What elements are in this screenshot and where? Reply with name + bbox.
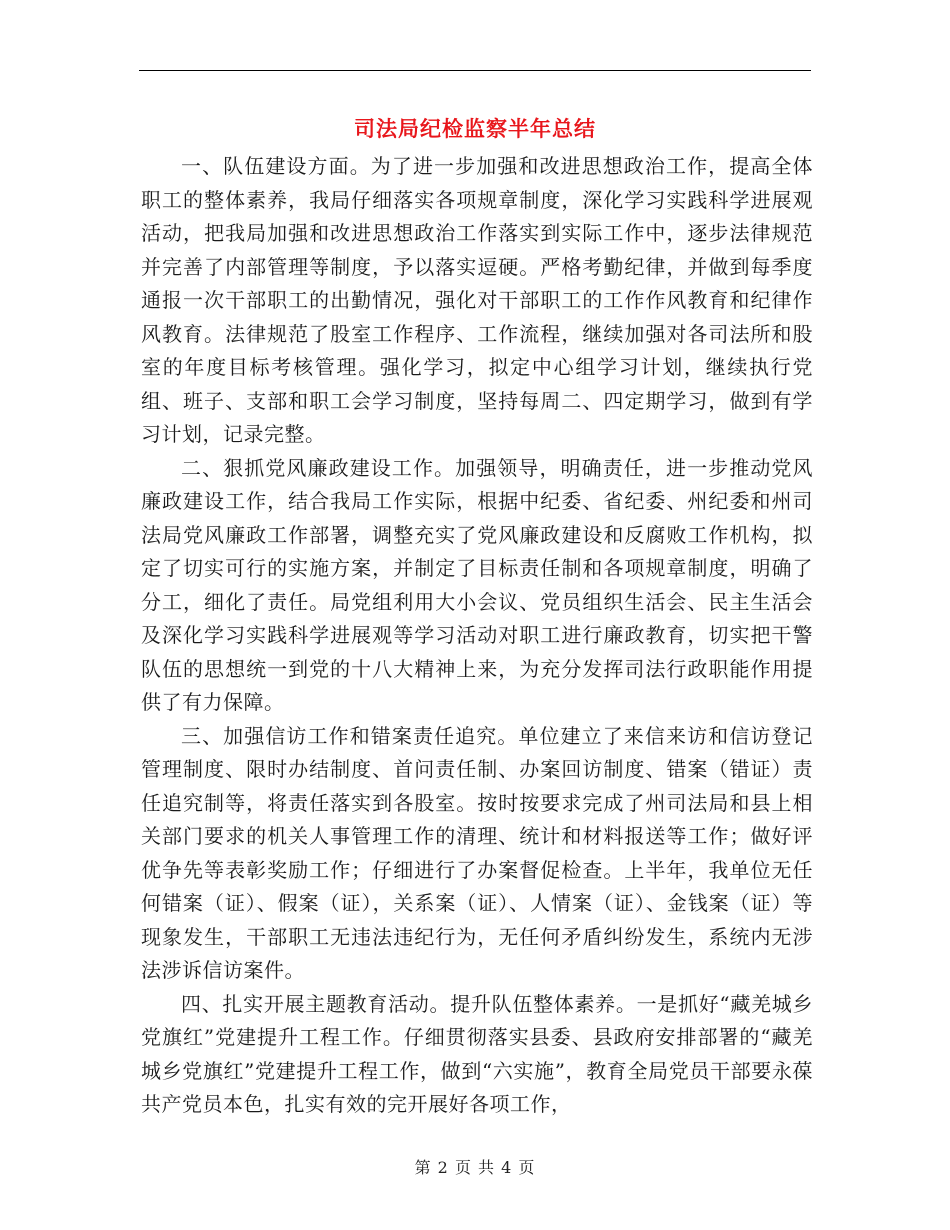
paragraph-theme-education: 四、扎实开展主题教育活动。提升队伍整体素养。一是抓好“藏羌城乡党旗红”党建提升工程工作。仔细贯彻落实县委、县政府安排部署的“藏羌城乡党旗红”党建提升工程工作，做到“六实施”，教育全局党员干部要永葆共产党员本色，扎实有效的完开展好各项工作， [141, 991, 813, 1116]
document-body [141, 150, 813, 1122]
paragraph-petition-accountability: 三、加强信访工作和错案责任追究。单位建立了来信来访和信访登记管理制度、限时办结制度、首问责任制、办案回访制度、错案（错证）责任追究制等，将责任落实到各股室。按时按要求完成了州司法局和县上相关部门要求的机关人事管理工作的清理、统计和材料报送等工作；做好评优争先等表彰奖励工作；仔细进行了办案督促检查。上半年，我单位无任何错案（证）、假案（证），关系案（证）、人情案（证）、金钱案（证）等现象发生，干部职工无违法违纪行为，无任何矛盾纠纷发生，系统内无涉法涉诉信访案件。 [141, 723, 813, 982]
header-rule [139, 70, 811, 71]
paragraph-team-building: 一、队伍建设方面。为了进一步加强和改进思想政治工作，提高全体职工的整体素养，我局仔细落实各项规章制度，深化学习实践科学进展观活动，把我局加强和改进思想政治工作落实到实际工作中，逐步法律规范并完善了内部管理等制度，予以落实逗硬。严格考勤纪律，并做到每季度通报一次干部职工的出勤情况，强化对干部职工的工作作风教育和纪律作风教育。法律规范了股室工作程序、工作流程，继续加强对各司法所和股室的年度目标考核管理。强化学习，拟定中心组学习计划，继续执行党组、班子、支部和职工会学习制度，坚持每周二、四定期学习，做到有学习计划，记录完整。 [141, 154, 813, 446]
document-title: 司法局纪检监察半年总结 [354, 116, 596, 141]
paragraph-clean-governance: 二、狠抓党风廉政建设工作。加强领导，明确责任，进一步推动党风廉政建设工作，结合我局工作实际，根据中纪委、省纪委、州纪委和州司法局党风廉政工作部署，调整充实了党风廉政建设和反腐败工作机构，拟定了切实可行的实施方案，并制定了目标责任制和各项规章制度，明确了分工，细化了责任。局党组利用大小会议、党员组织生活会、民主生活会及深化学习实践科学进展观等学习活动对职工进行廉政教育，切实把干警队伍的思想统一到党的十八大精神上来，为充分发挥司法行政职能作用提供了有力保障。 [141, 455, 813, 714]
page-number-footer: 第 2 页 共 4 页 [414, 1158, 536, 1177]
